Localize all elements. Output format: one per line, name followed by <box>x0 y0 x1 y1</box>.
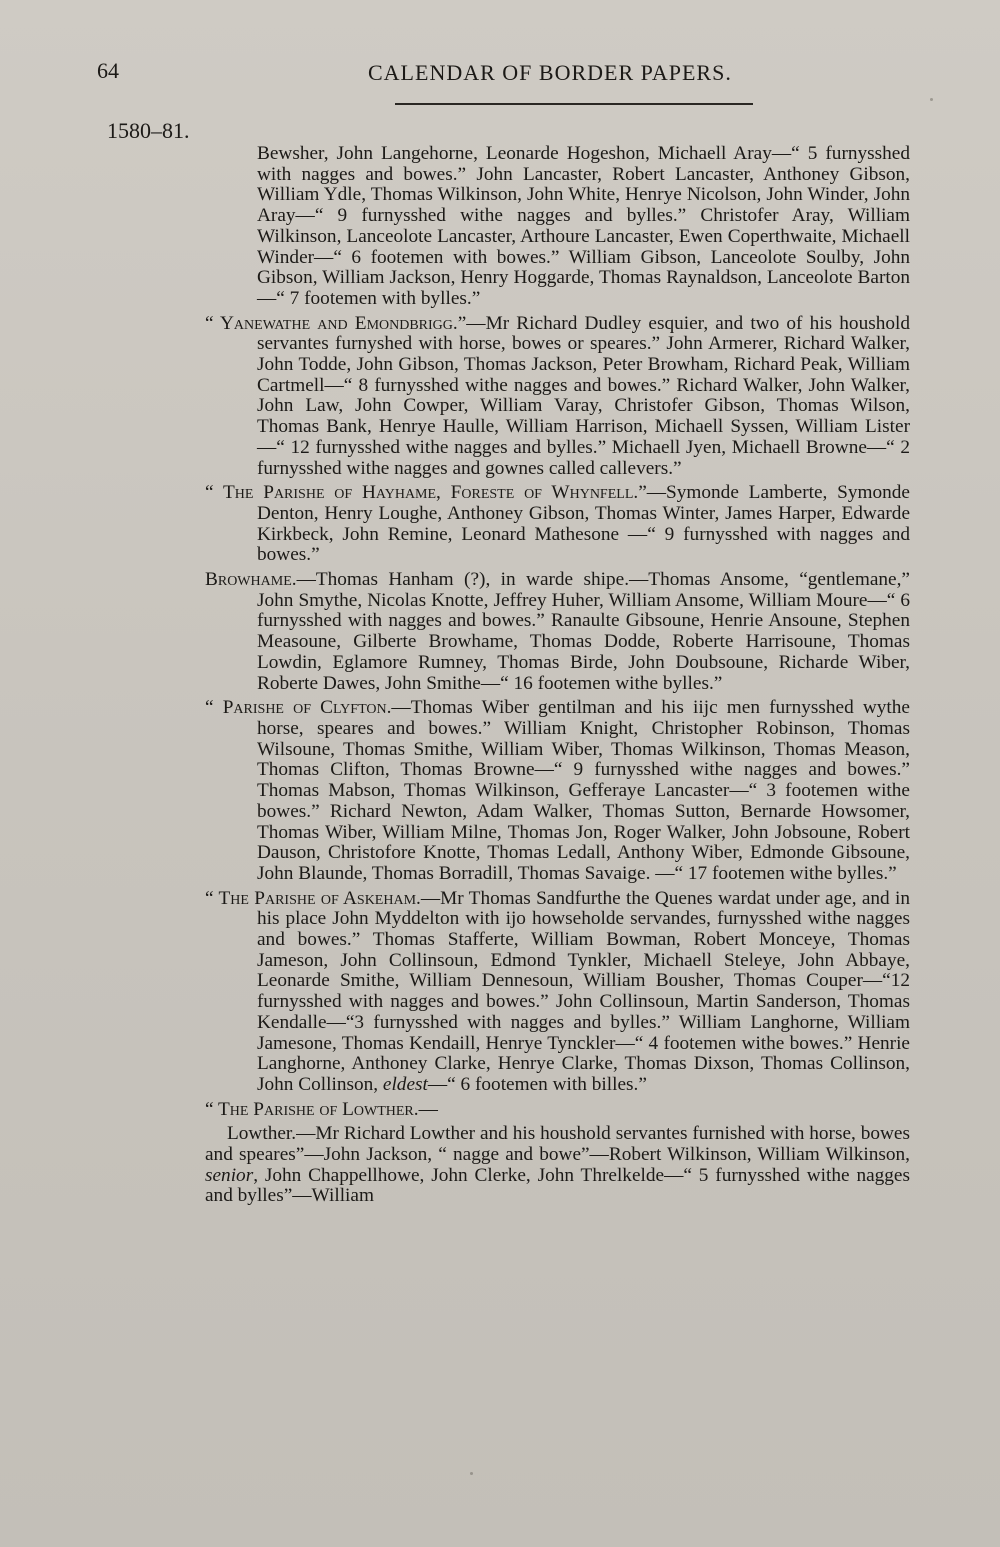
place-heading: “ Yanewathe and Emondbrigg. <box>205 312 458 334</box>
paragraph-text: —Thomas Wiber gentilman and his iijc men furnysshed wythe horse, speares and bowes.” William Knight, Christopher Robinson, Thomas Wilsoune, Thomas Smithe, William Wiber, Thomas Wilkinson, Thomas Meason, Thomas Clifton, Thomas Browne—“ 9 furnysshed withe nagges and bowes.” Thomas Mabson, Thomas Wilkinson, Gefferaye Lancaster—“ 3 footemen withe bowes.” Richard Newton, Adam Walker, Thomas Sutton, Bernarde Howsomer, Thomas Wiber, William Milne, Thomas Jon, Roger Walker, John Jobsoune, Robert Dauson, Christofore Knotte, Thomas Ledall, Anthony Wiber, Edmonde Gibsoune, John Blaunde, Thomas Borradill, Thomas Savaige. —“ 17 footemen withe bylles.” <box>257 697 910 884</box>
italic-word: senior <box>205 1164 254 1186</box>
paragraph-continued <box>205 144 910 310</box>
page-number: 64 <box>97 58 119 83</box>
paper-speck <box>930 98 933 101</box>
place-heading: “ The Parishe of Lowther. <box>205 1098 419 1120</box>
paragraph-yanewathe <box>205 314 910 480</box>
paper-speck <box>470 1472 473 1475</box>
paragraph-text: ”—Mr Richard Dudley esquier, and two of his houshold servantes furnyshed with horse, bowes or speares.” John Armerer, Richard Walker, John Todde, John Gibson, Thomas Jackson, Peter Browham, Richard Peak, William Cartmell—“ 8 furnysshed withe nagges and bowes.” Richard Walker, John Walker, John Law, John Cowper, William Varay, Christofer Gibson, Thomas Wilson, Thomas Bank, Henrye Haulle, William Harrison, Michaell Syssen, William Lister—“ 12 furnysshed withe nagges and bylles.” Michaell Jyen, Michaell Browne—“ 2 furnysshed withe nagges and gownes called callevers.” <box>257 312 910 479</box>
paragraph-text-tail: , John Chappellhowe, John Clerke, John Threlkelde—“ 5 furnysshed withe nagges and bylles”—William <box>205 1164 910 1207</box>
body-text <box>205 144 910 1207</box>
paragraph-text-tail: —“ 6 footemen with billes.” <box>427 1073 647 1095</box>
italic-word: eldest <box>382 1073 428 1095</box>
paragraph-text: ”—Symonde Lamberte, Symonde Denton, Henry Loughe, Anthoney Gibson, Thomas Winter, James Harper, Edwarde Kirkbeck, John Remine, Leonard Mathesone —“ 9 furnysshed with nagges and bowes.” <box>257 482 910 566</box>
place-heading: “ The Parishe of Askeham. <box>205 887 421 909</box>
place-heading: “ Parishe of Clyfton. <box>205 697 392 719</box>
paragraph-askeham <box>205 889 910 1096</box>
place-heading: Browhame. <box>205 569 297 591</box>
paragraph-clyfton <box>205 698 910 884</box>
header-rule <box>395 103 753 105</box>
year-margin-note: 1580–81. <box>107 118 190 143</box>
running-title: CALENDAR OF BORDER PAPERS. <box>368 60 732 85</box>
paragraph-hayhame <box>205 483 910 566</box>
paragraph-text: Bewsher, John Langehorne, Leonarde Hogeshon, Michaell Aray—“ 5 furnysshed with nagges and bowes.” John Lancaster, Robert Lancaster, Anthoney Gibson, William Ydle, Thomas Wilkinson, John White, Henrye Nicolson, John Winder, John Aray—“ 9 furnysshed withe nagges and bylles.” Christofer Aray, William Wilkinson, Lanceolote Lancaster, Arthoure Lancaster, Ewen Coperthwaite, Michaell Winder—“ 6 footemen with bowes.” William Gibson, Lanceolote Soulby, John Gibson, William Jackson, Henry Hoggarde, Thomas Raynaldson, Lanceolote Barton—“ 7 footemen with bylles.” <box>257 143 910 309</box>
paragraph-lowther <box>205 1124 910 1207</box>
place-heading: “ The Parishe of Hayhame, Foreste of Whynfell. <box>205 482 639 504</box>
paragraph-text: —Mr Thomas Sandfurthe the Quenes wardat under age, and in his place John Myddelton with ijo howseholde servandes, furnysshed withe nagges and bowes.” Thomas Stafferte, William Bowman, Robert Monceye, Thomas Jameson, John Collinsoun, Edmond Tynkler, Michaell Steleye, John Abbaye, Leonarde Smithe, William Dennesoun, William Bousher, Thomas Couper—“12 furnysshed with nagges and bowes.” John Collinsoun, Martin Sanderson, Thomas Kendalle—“3 furnysshed with nagges and bylles.” William Langhorne, William Jamesone, Thomas Kendaill, Henrye Tynckler—“ 4 footemen withe bowes.” Henrie Langhorne, Anthoney Clarke, Henrye Clarke, Thomas Dixson, Thomas Collinson, John Collinson, <box>257 887 910 1095</box>
paragraph-text: —Thomas Hanham (?), in warde shipe.—Thomas Ansome, “gentlemane,” John Smythe, Nicolas Knotte, Jeffrey Huher, William Ansome, William Moure—“ 6 furnysshed with nagges and bowes.” Ranaulte Gibsoune, Henrie Ansoune, Stephen Measoune, Gilberte Browhame, Thomas Dodde, Roberte Harrisoune, Thomas Lowdin, Eglamore Rumney, Thomas Birde, John Doubsoune, Richarde Wiber, Roberte Dawes, John Smithe—“ 16 footemen withe bylles.” <box>257 569 910 694</box>
paragraph-text: — <box>418 1098 438 1120</box>
paragraph-text: Lowther.—Mr Richard Lowther and his houshold servantes furnished with horse, bowes and speares”—John Jackson, “ nagge and bowe”—Robert Wilkinson, William Wilkinson, <box>205 1123 910 1166</box>
paragraph-lowther-heading <box>205 1100 910 1121</box>
paragraph-browhame <box>205 570 910 694</box>
